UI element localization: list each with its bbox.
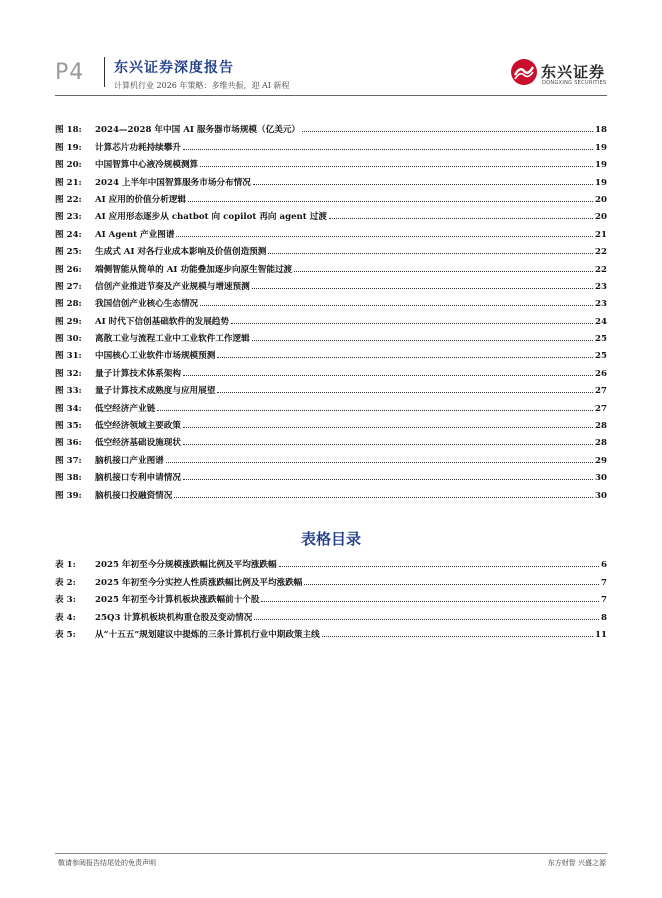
leader-dots (231, 323, 593, 324)
figure-entry-page: 27 (595, 386, 607, 397)
header-rule (55, 95, 607, 96)
table-entry[interactable] (55, 570, 607, 587)
figure-entry[interactable] (55, 170, 607, 187)
page-number: P4 (55, 60, 85, 85)
figure-entry[interactable] (55, 431, 607, 448)
leader-dots (252, 340, 593, 341)
figure-entry-label: 图 38: (55, 473, 82, 484)
logo-mark-icon (510, 58, 538, 86)
figure-entry-page: 25 (595, 334, 607, 345)
figure-entry[interactable] (55, 188, 607, 205)
figure-entry-label: 图 37: (55, 455, 82, 466)
figure-entry-page: 22 (595, 264, 607, 275)
table-entry-label: 表 3: (55, 595, 76, 606)
figure-entry-page: 30 (595, 473, 607, 484)
figure-entry-text: 2024 上半年中国智算服务市场分布情况 (95, 177, 251, 188)
figure-entry[interactable] (55, 448, 607, 465)
figure-entry-text: 离散工业与流程工业中工业软件工作逻辑 (95, 334, 250, 345)
leader-dots (183, 444, 593, 445)
figure-entry-text: 量子计算技术成熟度与应用展望 (95, 386, 216, 397)
figure-entry-page: 19 (595, 177, 607, 188)
figure-entry-page: 28 (595, 421, 607, 432)
leader-dots (183, 479, 593, 480)
table-entry-label: 表 4: (55, 612, 76, 623)
figure-entry-page: 20 (595, 194, 607, 205)
figure-entry-text: 生成式 AI 对各行业成本影响及价值创造预测 (95, 247, 267, 258)
table-entry-page: 7 (601, 595, 607, 606)
figure-entry-label: 图 23: (55, 212, 82, 223)
leader-dots (279, 566, 599, 567)
footer-disclaimer: 敬请参阅报告结尾处的免责声明 (58, 859, 156, 867)
figure-entry-text: AI 应用形态逐步从 chatbot 向 copilot 再向 agent 过渡 (95, 212, 327, 223)
figure-list (55, 118, 607, 501)
figure-entry-text: 计算芯片功耗持续攀升 (95, 142, 181, 153)
table-entry[interactable] (55, 605, 607, 622)
figure-entry-page: 30 (595, 490, 607, 501)
logo-text-cn: 东兴证券 (541, 63, 606, 81)
figure-entry-page: 18 (595, 125, 607, 136)
page-header (0, 0, 662, 100)
leader-dots (268, 253, 593, 254)
figure-entry[interactable] (55, 396, 607, 413)
footer-slogan: 东方财智 兴盛之源 (547, 859, 606, 867)
figure-entry-text: AI Agent 产业图谱 (95, 229, 175, 240)
leader-dots (302, 131, 593, 132)
figure-entry-label: 图 19: (55, 142, 82, 153)
report-title: 东兴证券深度报告 (114, 60, 234, 76)
figure-entry-page: 25 (595, 351, 607, 362)
figure-entry[interactable] (55, 327, 607, 344)
table-entry[interactable] (55, 588, 607, 605)
figure-entry-page: 23 (595, 281, 607, 292)
tables-section-title: 表格目录 (300, 530, 361, 548)
figure-entry-label: 图 20: (55, 160, 82, 171)
table-entry-page: 7 (601, 577, 607, 588)
table-entry-page: 8 (601, 612, 607, 623)
leader-dots (200, 166, 593, 167)
figure-entry-label: 图 28: (55, 299, 82, 310)
table-entry-text: 2025 年初至今分实控人性质涨跌幅比例及平均涨跌幅 (95, 577, 303, 588)
table-entry[interactable] (55, 623, 607, 640)
table-entry-label: 表 2: (55, 577, 76, 588)
leader-dots (217, 392, 593, 393)
figure-entry-page: 20 (595, 212, 607, 223)
figure-entry-text: 我国信创产业核心生态情况 (95, 299, 199, 310)
leader-dots (294, 271, 593, 272)
leader-dots (261, 601, 599, 602)
report-subtitle: 计算机行业 2026 年策略：多维共振，迎 AI 新程 (114, 81, 290, 90)
figure-entry-text: 信创产业推进节奏及产业规模与增速预测 (95, 281, 250, 292)
leader-dots (200, 305, 593, 306)
figure-entry-text: 脑机接口投融资情况 (95, 490, 173, 501)
figure-entry-text: 低空经济产业链 (95, 403, 156, 414)
figure-entry-page: 24 (595, 316, 607, 327)
figure-entry-page: 27 (595, 403, 607, 414)
leader-dots (217, 357, 593, 358)
figure-entry[interactable] (55, 153, 607, 170)
figure-entry[interactable] (55, 205, 607, 222)
figure-entry[interactable] (55, 414, 607, 431)
figure-entry-page: 19 (595, 160, 607, 171)
figure-entry-text: 端侧智能从简单的 AI 功能叠加逐步向原生智能过渡 (95, 264, 293, 275)
figure-entry[interactable] (55, 222, 607, 239)
table-entry-text: 从“十五五”规划建议中提炼的三条计算机行业中期政策主线 (95, 629, 320, 640)
figure-entry-page: 22 (595, 247, 607, 258)
leader-dots (304, 584, 599, 585)
table-entry-text: 2025 年初至今分规模涨跌幅比例及平均涨跌幅 (95, 560, 277, 571)
figure-entry[interactable] (55, 344, 607, 361)
figure-entry-label: 图 39: (55, 490, 82, 501)
leader-dots (174, 497, 593, 498)
leader-dots (166, 462, 593, 463)
figure-entry-label: 图 25: (55, 247, 82, 258)
figure-entry[interactable] (55, 379, 607, 396)
figure-entry-label: 图 22: (55, 194, 82, 205)
company-logo (510, 58, 620, 92)
leader-dots (253, 184, 593, 185)
figure-entry-page: 23 (595, 299, 607, 310)
figure-entry[interactable] (55, 309, 607, 326)
figure-entry-text: 中国核心工业软件市场规模预测 (95, 351, 216, 362)
leader-dots (183, 375, 593, 376)
figure-entry[interactable] (55, 361, 607, 378)
figure-entry-text: 脑机接口专利申请情况 (95, 473, 181, 484)
table-entry-page: 11 (595, 629, 607, 640)
figure-entry-label: 图 31: (55, 351, 82, 362)
leader-dots (176, 236, 593, 237)
figure-entry-text: 量子计算技术体系架构 (95, 368, 181, 379)
figure-entry[interactable] (55, 240, 607, 257)
leader-dots (157, 410, 593, 411)
figure-entry-label: 图 29: (55, 316, 82, 327)
figure-entry-label: 图 24: (55, 229, 82, 240)
figure-entry-label: 图 27: (55, 281, 82, 292)
figure-entry-text: AI 应用的价值分析逻辑 (95, 194, 187, 205)
figure-entry-text: 2024—2028 年中国 AI 服务器市场规模（亿美元） (95, 125, 301, 136)
logo-text-en: DONGXING SECURITIES (542, 80, 607, 86)
leader-dots (322, 636, 593, 637)
figure-entry[interactable] (55, 118, 607, 135)
figure-entry[interactable] (55, 275, 607, 292)
table-entry-page: 6 (601, 560, 607, 571)
figure-entry[interactable] (55, 483, 607, 500)
footer-rule (55, 853, 607, 854)
figure-entry-text: 低空经济基础设施现状 (95, 438, 181, 449)
figure-entry-label: 图 34: (55, 403, 82, 414)
table-entry-label: 表 1: (55, 560, 76, 571)
header-divider (104, 57, 105, 87)
figure-entry-label: 图 21: (55, 177, 82, 188)
table-entry-text: 2025 年初至今计算机板块涨跌幅前十个股 (95, 595, 260, 606)
figure-entry[interactable] (55, 257, 607, 274)
figure-entry-text: 脑机接口产业图谱 (95, 455, 164, 466)
figure-entry-page: 19 (595, 142, 607, 153)
figure-entry-label: 图 33: (55, 386, 82, 397)
figure-entry-label: 图 18: (55, 125, 82, 136)
figure-entry[interactable] (55, 135, 607, 152)
figure-entry-page: 26 (595, 368, 607, 379)
figure-entry[interactable] (55, 292, 607, 309)
figure-entry-label: 图 26: (55, 264, 82, 275)
leader-dots (183, 149, 593, 150)
figure-entry[interactable] (55, 466, 607, 483)
figure-entry-text: 中国智算中心液冷规模测算 (95, 160, 199, 171)
table-list (55, 553, 607, 640)
figure-entry-label: 图 30: (55, 334, 82, 345)
leader-dots (188, 201, 593, 202)
figure-entry-page: 21 (595, 229, 607, 240)
figure-entry-page: 28 (595, 438, 607, 449)
table-entry[interactable] (55, 553, 607, 570)
figure-entry-text: AI 时代下信创基础软件的发展趋势 (95, 316, 229, 327)
figure-entry-label: 图 36: (55, 438, 82, 449)
leader-dots (183, 427, 593, 428)
figure-entry-page: 29 (595, 455, 607, 466)
table-entry-label: 表 5: (55, 629, 76, 640)
leader-dots (329, 218, 593, 219)
leader-dots (252, 288, 593, 289)
leader-dots (254, 619, 599, 620)
figure-entry-label: 图 35: (55, 421, 82, 432)
figure-entry-label: 图 32: (55, 368, 82, 379)
table-entry-text: 25Q3 计算机板块机构重仓股及变动情况 (95, 612, 253, 623)
figure-entry-text: 低空经济领域主要政策 (95, 421, 181, 432)
